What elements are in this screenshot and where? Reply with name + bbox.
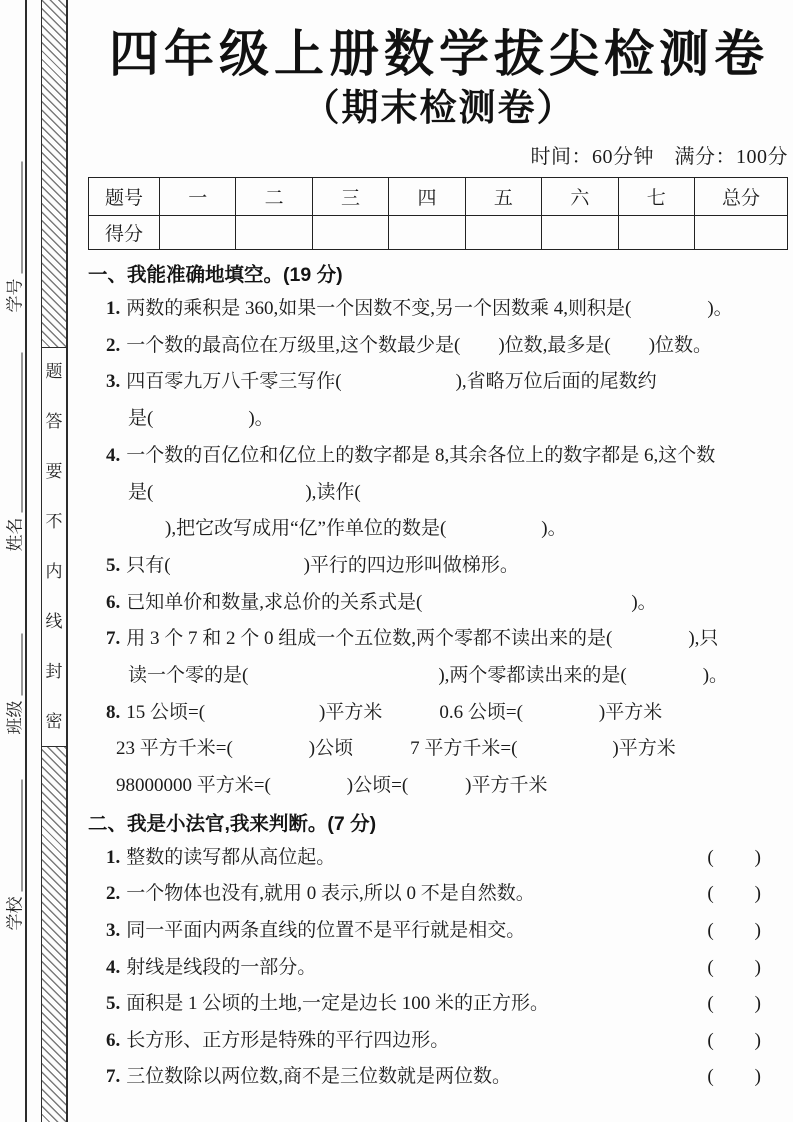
question-line <box>88 328 790 365</box>
question-number: 1. <box>106 298 121 319</box>
question-text: 四百零九万八千零三写作( ),省略万位后面的尾数约 <box>126 371 657 393</box>
seal-hatch-top <box>42 0 66 348</box>
answer-parens: ( ) <box>707 1029 762 1051</box>
seal-line-inner-right <box>66 0 68 1122</box>
question-line <box>88 585 790 622</box>
question-number: 5. <box>106 554 121 576</box>
answer-parens: ( ) <box>707 846 762 868</box>
student-id-field <box>1 162 26 313</box>
question-text: 是( ),读作( <box>128 481 361 503</box>
score-cell-empty <box>542 216 618 250</box>
student-id-blank-line <box>22 162 23 274</box>
seal-strip-char: 线 <box>45 611 63 631</box>
judgement-line <box>88 1023 790 1060</box>
section1-title: 一、我能准确地填空。(19 分) <box>88 264 343 286</box>
question-line <box>88 621 790 658</box>
judgement-statement <box>106 1059 511 1096</box>
question-text: 射线是线段的一部分。 <box>126 956 317 978</box>
score-cell-empty <box>695 216 788 250</box>
score-cell-empty <box>236 216 312 250</box>
seal-hatch-bottom <box>42 746 66 1122</box>
judgement-statement <box>106 986 549 1023</box>
score-table-header-cell: 七 <box>618 178 694 216</box>
seal-strip-char: 答 <box>45 412 63 432</box>
school-field <box>1 780 26 931</box>
question-number: 1. <box>106 846 121 868</box>
question-number: 6. <box>106 591 121 613</box>
question-text: 是( )。 <box>128 408 274 430</box>
school-blank-line <box>22 780 23 892</box>
question-line <box>88 695 790 732</box>
question-number: 4. <box>106 956 121 978</box>
section2-title: 二、我是小法官,我来判断。(7 分) <box>88 812 377 835</box>
score-table-header-cell: 题号 <box>89 178 160 216</box>
question-number: 2. <box>106 334 121 356</box>
question-line <box>88 475 790 512</box>
question-line <box>88 364 790 401</box>
score-cell-empty <box>618 216 694 250</box>
question-line <box>88 768 790 805</box>
question-text: 长方形、正方形是特殊的平行四边形。 <box>126 1029 450 1051</box>
judgement-line <box>88 876 790 913</box>
score-table-header-row <box>89 178 788 216</box>
score-cell-empty <box>160 216 236 250</box>
judgement-statement <box>106 913 525 950</box>
judgement-statement <box>106 840 335 877</box>
score-table-header-cell: 二 <box>236 178 312 216</box>
question-text: 读一个零的是( ),两个零都读出来的是( )。 <box>128 665 729 687</box>
question-text: 一个数的最高位在万级里,这个数最少是( )位数,最多是( )位数。 <box>126 334 713 356</box>
answer-parens: ( ) <box>707 1066 762 1088</box>
question-text: 三位数除以两位数,商不是三位数就是两位数。 <box>126 1066 512 1088</box>
page-title: 四年级上册数学拔尖检测卷 <box>109 26 769 82</box>
question-text: 整数的读写都从高位起。 <box>126 846 336 868</box>
score-cell-empty <box>312 216 388 250</box>
main-content <box>88 0 790 1096</box>
judgement-line <box>88 986 790 1023</box>
judgement-line <box>88 840 790 877</box>
question-text: 两数的乘积是 360,如果一个因数不变,另一个因数乘 4,则积是( )。 <box>126 298 733 319</box>
section1-questions <box>88 291 790 805</box>
judgement-line <box>88 913 790 950</box>
score-table-header-cell: 总分 <box>695 178 788 216</box>
class-field <box>1 634 26 735</box>
score-table-header-cell: 五 <box>465 178 541 216</box>
judgement-line <box>88 1059 790 1096</box>
score-table-header-cell: 四 <box>389 178 465 216</box>
question-number: 5. <box>106 993 121 1015</box>
question-text: 一个数的百亿位和亿位上的数字都是 8,其余各位上的数字都是 6,这个数 <box>126 444 716 466</box>
student-name-blank-line <box>22 353 23 513</box>
seal-strip-char: 密 <box>45 711 63 731</box>
question-number: 7. <box>106 1066 121 1088</box>
question-text: 23 平方千米=( )公顷 7 平方千米=( )平方米 <box>116 738 676 760</box>
class-blank-line <box>22 634 23 696</box>
question-text: 98000000 平方米=( )公顷=( )平方千米 <box>116 775 548 797</box>
question-number: 8. <box>106 701 121 723</box>
seal-strip-char: 封 <box>45 661 63 681</box>
question-line <box>88 731 790 768</box>
question-text: 同一平面内两条直线的位置不是平行就是相交。 <box>126 920 526 942</box>
answer-parens: ( ) <box>707 956 762 978</box>
student-name-label: 姓名 <box>5 517 25 552</box>
score-table-header-cell: 六 <box>542 178 618 216</box>
question-text: 用 3 个 7 和 2 个 0 组成一个五位数,两个零都不读出来的是( ),只 <box>126 628 719 650</box>
score-cell-empty <box>389 216 465 250</box>
question-line <box>88 658 790 695</box>
judgement-statement <box>106 876 535 913</box>
time-and-score-info: 时间：60分钟 满分：100分 <box>530 146 788 168</box>
answer-parens: ( ) <box>707 920 762 942</box>
seal-strip-char: 要 <box>45 462 63 482</box>
score-table-header-cell: 三 <box>312 178 388 216</box>
class-label: 班级 <box>5 700 25 735</box>
score-row-label: 得分 <box>89 216 160 250</box>
question-text: 一个物体也没有,就用 0 表示,所以 0 不是自然数。 <box>126 883 535 905</box>
seal-strip-char: 不 <box>45 512 63 532</box>
seal-strip-char: 内 <box>45 561 63 581</box>
question-text: ),把它改写成用“亿”作单位的数是( )。 <box>165 518 567 540</box>
judgement-line <box>88 950 790 987</box>
question-line <box>88 511 790 548</box>
score-table-header-cell: 一 <box>160 178 236 216</box>
answer-parens: ( ) <box>707 993 762 1015</box>
question-line <box>88 548 790 585</box>
student-name-field <box>1 353 26 552</box>
score-cell-empty <box>465 216 541 250</box>
question-text: 面积是 1 公顷的土地,一定是边长 100 米的正方形。 <box>126 993 550 1015</box>
question-text: 15 公顷=( )平方米 0.6 公顷=( )平方米 <box>126 701 663 723</box>
question-line <box>88 438 790 475</box>
section2-questions <box>88 840 790 1096</box>
seal-strip-char: 题 <box>45 362 63 382</box>
question-number: 7. <box>106 628 121 650</box>
student-id-label: 学号 <box>5 278 25 313</box>
answer-parens: ( ) <box>707 883 762 905</box>
score-table-score-row <box>89 216 788 250</box>
question-number: 2. <box>106 883 121 905</box>
school-label: 学校 <box>5 896 25 931</box>
question-text: 只有( )平行的四边形叫做梯形。 <box>126 554 519 576</box>
seal-strip-text <box>42 347 66 746</box>
score-table <box>88 177 788 250</box>
question-line <box>88 291 790 328</box>
question-number: 6. <box>106 1029 121 1051</box>
judgement-statement <box>106 950 316 987</box>
question-number: 4. <box>106 444 121 466</box>
question-line <box>88 401 790 438</box>
question-number: 3. <box>106 920 121 942</box>
question-number: 3. <box>106 371 121 393</box>
question-text: 已知单价和数量,求总价的关系式是( )。 <box>126 591 657 613</box>
page-subtitle: （期末检测卷） <box>302 88 576 129</box>
judgement-statement <box>106 1023 449 1060</box>
